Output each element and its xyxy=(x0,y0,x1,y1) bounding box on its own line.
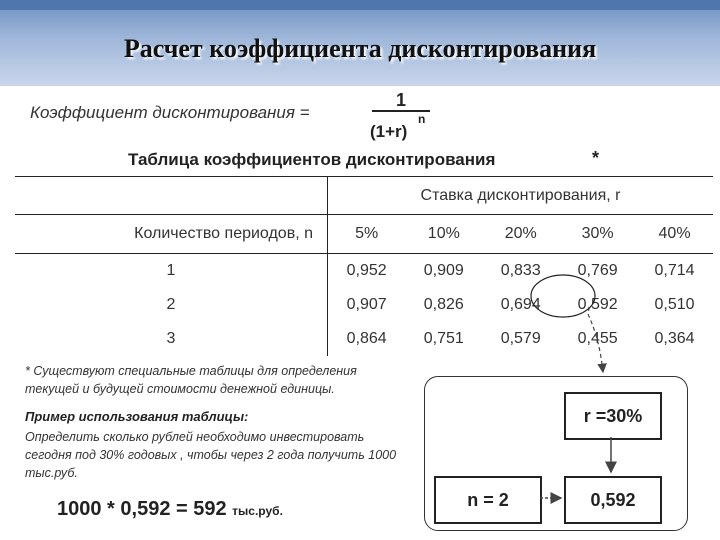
footnote-text: * Существуют специальные таблицы для определения текущей и будущей стоимости денежной единицы. xyxy=(25,364,357,396)
table-cell: 0,864 xyxy=(346,329,387,347)
table-row xyxy=(15,253,713,288)
example-title: Пример использования таблицы: xyxy=(25,409,249,424)
example-text: Определить сколько рублей необходимо инвестировать сегодня под 30% годовых , чтобы через 2 года получить 1000 тыс.руб. xyxy=(25,430,397,480)
table-rate-header-row xyxy=(15,177,713,215)
table-corner-cell xyxy=(15,177,328,215)
formula-denominator: (1+r) xyxy=(370,122,408,141)
table-cell: 0,952 xyxy=(346,261,387,279)
table-cell: 0,909 xyxy=(423,261,464,279)
calculation xyxy=(57,498,283,521)
period-header: Количество периодов, n xyxy=(15,215,328,253)
table-column-header-row xyxy=(15,215,713,253)
formula-exponent: n xyxy=(418,112,426,126)
table-cell: 0,907 xyxy=(346,295,387,313)
formula-numerator: 1 xyxy=(396,90,407,110)
rate-col-5: 5% xyxy=(328,215,406,253)
rate-col-10: 10% xyxy=(405,215,482,253)
periods-box: n = 2 xyxy=(434,476,542,524)
table-cell: 0,751 xyxy=(423,329,464,347)
table-cell: 0,769 xyxy=(577,261,618,279)
formula-label: Коэффициент дисконтирования = xyxy=(30,103,310,122)
rate-col-20: 20% xyxy=(482,215,559,253)
table-row xyxy=(15,322,713,356)
table-title: Таблица коэффициентов дисконтирования xyxy=(128,150,496,169)
result-box: 0,592 xyxy=(564,476,662,524)
rate-col-30: 30% xyxy=(559,215,636,253)
rate-header: Ставка дисконтирования, r xyxy=(328,177,714,215)
table-cell: 0,833 xyxy=(500,261,541,279)
table-cell: 0,510 xyxy=(654,295,695,313)
table-cell: 0,455 xyxy=(577,329,618,347)
rate-col-40: 40% xyxy=(636,215,713,253)
table-row xyxy=(15,288,713,322)
discount-table xyxy=(15,176,713,356)
highlighted-cell: 0,592 xyxy=(577,295,618,313)
table-cell: 0,579 xyxy=(500,329,541,347)
rate-box: r =30% xyxy=(564,392,662,440)
table-cell: 0,694 xyxy=(500,295,541,313)
slide-title: Расчет коэффициента дисконтирования xyxy=(123,34,597,63)
period-cell: 1 xyxy=(15,253,328,288)
period-cell: 2 xyxy=(15,288,328,322)
header-accent-bar xyxy=(0,0,720,10)
calculation-unit: тыс.руб. xyxy=(232,504,283,518)
table-cell: 0,714 xyxy=(654,261,695,279)
table-cell: 0,826 xyxy=(423,295,464,313)
footnote-mark: * xyxy=(592,148,600,168)
calculation-expression: 1000 * 0,592 = 592 xyxy=(57,498,227,520)
table-cell: 0,364 xyxy=(654,329,695,347)
period-cell: 3 xyxy=(15,322,328,356)
